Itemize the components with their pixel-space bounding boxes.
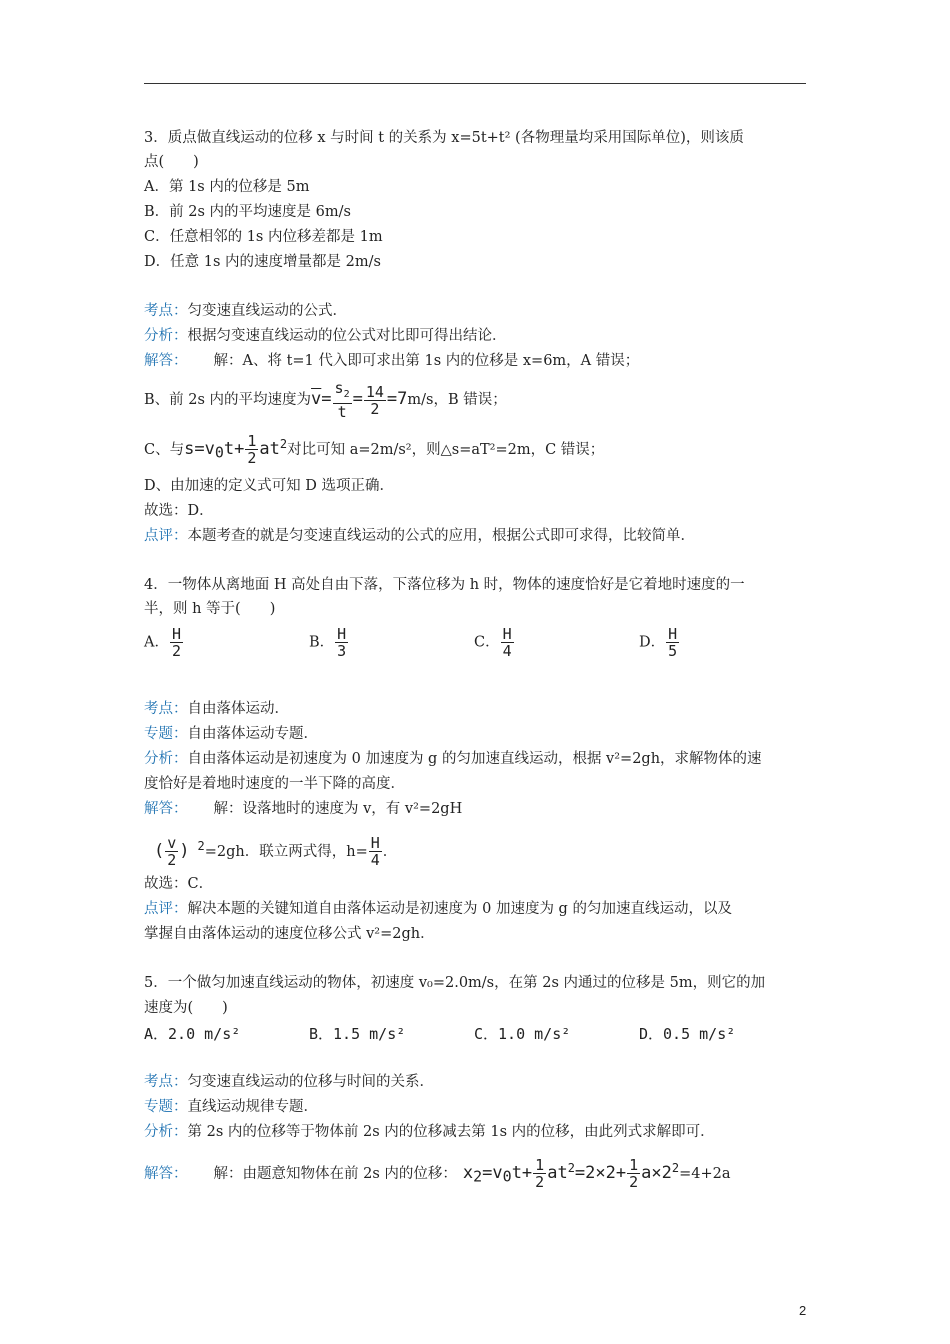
q4-option-d-frac <box>666 626 679 659</box>
q4-option-a-num: H <box>171 625 182 643</box>
q4-eq-hden: 4 <box>370 851 380 870</box>
q5-zhuanti <box>144 1097 318 1117</box>
q3-option-a: A．第 1s 内的位移是 5m <box>144 179 310 195</box>
q3-kaodian-label: 考点： <box>144 303 188 319</box>
q3-solution-b <box>144 380 507 420</box>
q4-options <box>144 626 810 666</box>
q5-options <box>144 1024 810 1044</box>
q4-option-b-frac <box>335 626 348 659</box>
q5-option-c: C．1.0 m/s² <box>474 1025 571 1043</box>
q4-fenxi <box>144 749 762 769</box>
q5-stem-line2: 速度为( ) <box>144 1000 228 1016</box>
q5-f-h1-num: 1 <box>535 1156 545 1175</box>
q5-fenxi-text: 第 2s 内的位移等于物体前 2s 内的位移减去第 1s 内的位移，由此列式求解即可． <box>187 1124 715 1140</box>
q4-jieda-label: 解答： <box>144 801 188 817</box>
q4-kaodian <box>144 699 289 719</box>
q3-b-eq1: = <box>321 389 332 409</box>
q3-dianping-label: 点评： <box>144 528 188 544</box>
q3-jieda-label: 解答： <box>144 353 188 369</box>
q4-dianping-line2: 掌握自由落体运动的速度位移公式 v²=2gh． <box>144 926 435 942</box>
q4-fenxi-line2: 度恰好是着地时速度的一半下降的高度． <box>144 776 405 792</box>
q5-f-a: a×2 <box>641 1162 672 1183</box>
q3-stem-line2: 点( ) <box>144 154 199 170</box>
q4-eq-end: ． <box>382 843 398 860</box>
q5-f-at: at <box>547 1162 568 1183</box>
q3-c-half-den: 2 <box>247 449 257 468</box>
q4-eq-mid: =2gh．联立两式得，h= <box>204 843 368 860</box>
q5-option-d: D．0.5 m/s² <box>639 1025 736 1043</box>
q4-eq-v-over-2 <box>165 835 178 868</box>
q4-eq-den: 2 <box>167 851 177 870</box>
q4-kaodian-text: 自由落体运动． <box>187 701 289 717</box>
q3-b-suffix: m/s，B 错误； <box>407 392 507 408</box>
q3-stem-line1: 3．质点做直线运动的位移 x 与时间 t 的关系为 x=5t+t² (各物理量均采用国际单位)，则该质 <box>144 130 744 146</box>
q3-c-half-num: 1 <box>247 432 257 451</box>
q5-f-half2 <box>627 1157 640 1190</box>
q4-eq-square: 2 <box>197 839 205 853</box>
q3-kaodian-text: 匀变速直线运动的公式． <box>187 303 347 319</box>
q5-f-x: x <box>462 1162 474 1183</box>
q5-stem-line1: 5．一个做匀加速直线运动的物体，初速度 v₀=2.0m/s，在第 2s 内通过的位移是 5m，则它的加 <box>144 975 766 991</box>
q3-jieda-text: 解：A、将 t=1 代入即可求出第 1s 内的位移是 x=6m，A 错误； <box>213 353 640 369</box>
q4-option-c <box>474 626 515 659</box>
q5-kaodian-label: 考点： <box>144 1074 188 1090</box>
q4-option-c-label: C． <box>474 634 500 651</box>
q3-b-t: t <box>337 403 347 421</box>
q4-eq-lparen: ( <box>154 840 165 861</box>
q3-fenxi-text: 根据匀变速直线运动的位公式对比即可得出结论． <box>187 328 507 344</box>
q4-option-b-label: B． <box>309 634 335 651</box>
q4-eq-h-over-4 <box>369 835 382 868</box>
q4-option-d-label: D． <box>639 634 666 651</box>
q3-b-vbar: $\overline{v}$ <box>311 389 322 409</box>
q5-jieda-text: 解：由题意知物体在前 2s 内的位移： <box>213 1165 457 1182</box>
q4-option-b-num: H <box>337 625 347 643</box>
q5-f-t: t+ <box>511 1162 533 1183</box>
q3-fenxi <box>144 326 507 346</box>
q4-jieda <box>144 799 462 819</box>
q4-option-d-den: 5 <box>668 642 678 660</box>
q4-dianping-label: 点评： <box>144 901 188 917</box>
q5-kaodian-text: 匀变速直线运动的位移与时间的关系． <box>187 1074 434 1090</box>
q4-jieda-text: 解：设落地时的速度为 v，有 v²=2gH <box>213 801 463 817</box>
q4-option-c-num: H <box>502 625 512 643</box>
q4-option-a-label: A． <box>144 634 169 651</box>
q3-b-eq3: =7 <box>386 389 408 409</box>
q3-option-d: D．任意 1s 内的速度增量都是 2m/s <box>144 254 381 270</box>
q3-c-v-sub: 0 <box>214 443 224 462</box>
q3-b-prefix: B、前 2s 内的平均速度为 <box>144 392 312 408</box>
q5-f-h2-num: 1 <box>629 1156 639 1175</box>
q4-zhuanti-label: 专题： <box>144 726 188 742</box>
q5-f-eq: =v <box>482 1162 503 1183</box>
q3-b-den: 2 <box>370 399 380 418</box>
q5-f-end: =4+2a <box>679 1165 731 1182</box>
q4-stem-line2: 半，则 h 等于( ) <box>144 601 276 617</box>
q4-option-a-den: 2 <box>171 642 182 660</box>
q3-solution-c <box>144 424 604 473</box>
q4-zhuanti-text: 自由落体运动专题． <box>187 726 318 742</box>
q4-option-c-den: 4 <box>502 642 512 660</box>
q3-c-t: t+ <box>223 438 245 459</box>
q4-option-a-frac <box>170 626 183 659</box>
q3-solution-d: D、由加速的定义式可知 D 选项正确． <box>144 478 394 494</box>
q3-jieda <box>144 351 639 371</box>
q5-kaodian <box>144 1072 434 1092</box>
q4-eq-num: v <box>167 834 177 853</box>
q4-fenxi-text: 自由落体运动是初速度为 0 加速度为 g 的匀加速直线运动，根据 v²=2gh，求解物体的速 <box>187 751 762 767</box>
q3-b-s-sub: 2 <box>343 389 350 400</box>
q3-guxuan: 故选：D． <box>144 503 214 519</box>
q5-f-v-sub: 0 <box>502 1167 512 1186</box>
q4-eq-rparen: ) <box>179 840 190 861</box>
q4-option-a <box>144 626 184 659</box>
q5-fenxi-label: 分析： <box>144 1124 188 1140</box>
q5-zhuanti-text: 直线运动规律专题． <box>187 1099 318 1115</box>
q5-f-half1 <box>533 1157 546 1190</box>
q4-option-c-frac <box>501 626 514 659</box>
q3-option-c: C．任意相邻的 1s 内位移差都是 1m <box>144 229 383 245</box>
q4-dianping-text: 解决本题的关键知道自由落体运动是初速度为 0 加速度为 g 的匀加速直线运动，以及 <box>187 901 732 917</box>
q4-option-d-num: H <box>668 625 678 643</box>
q3-option-b: B．前 2s 内的平均速度是 6m/s <box>144 204 351 220</box>
q3-c-suffix: 对比可知 a=2m/s²，则△s=aT²=2m，C 错误； <box>287 441 605 458</box>
q5-jieda-label: 解答： <box>144 1165 188 1182</box>
q4-dianping <box>144 899 732 919</box>
page-number: 2 <box>799 1303 807 1318</box>
q4-option-b <box>309 626 349 659</box>
q3-kaodian <box>144 301 347 321</box>
q4-guxuan: 故选：C． <box>144 876 214 892</box>
q4-option-d <box>639 626 680 659</box>
q4-stem-line1: 4．一物体从离地面 H 高处自由下落，下落位移为 h 时，物体的速度恰好是它着地时速度的一 <box>144 577 745 593</box>
q3-b-s: s <box>334 379 344 397</box>
q3-b-frac-s-over-t <box>333 380 352 420</box>
q3-b-frac-14-over-2 <box>364 384 386 417</box>
q5-f-h2-den: 2 <box>629 1173 639 1192</box>
q3-c-half <box>245 433 258 466</box>
q5-f-mid: =2×2+ <box>574 1162 627 1183</box>
q5-f-sq2: 2 <box>671 1161 680 1175</box>
q4-eq-hnum: H <box>370 834 380 853</box>
header-rule <box>144 83 806 84</box>
q5-f-h1-den: 2 <box>535 1173 545 1192</box>
q3-b-num: 14 <box>365 382 384 401</box>
q5-option-a: A．2.0 m/s² <box>144 1025 241 1043</box>
q3-dianping-text: 本题考查的就是匀变速直线运动的公式的应用，根据公式即可求得，比较简单． <box>187 528 695 544</box>
q5-option-b: B．1.5 m/s² <box>309 1025 406 1043</box>
q3-c-at: at <box>259 438 280 459</box>
q3-c-formula: s=v <box>184 438 215 459</box>
q3-dianping <box>144 526 695 546</box>
q3-fenxi-label: 分析： <box>144 328 188 344</box>
q5-f-x-sub: 2 <box>473 1167 483 1186</box>
q5-jieda <box>144 1148 731 1197</box>
q5-f-sq1: 2 <box>567 1161 575 1175</box>
q3-c-square: 2 <box>279 437 288 451</box>
q3-c-prefix: C、与 <box>144 441 185 458</box>
q4-kaodian-label: 考点： <box>144 701 188 717</box>
q5-zhuanti-label: 专题： <box>144 1099 188 1115</box>
q4-option-b-den: 3 <box>337 642 347 660</box>
q5-fenxi <box>144 1122 715 1142</box>
q4-fenxi-label: 分析： <box>144 751 188 767</box>
q4-zhuanti <box>144 724 318 744</box>
q3-b-eq2: = <box>352 389 363 409</box>
q4-equation <box>144 826 397 872</box>
